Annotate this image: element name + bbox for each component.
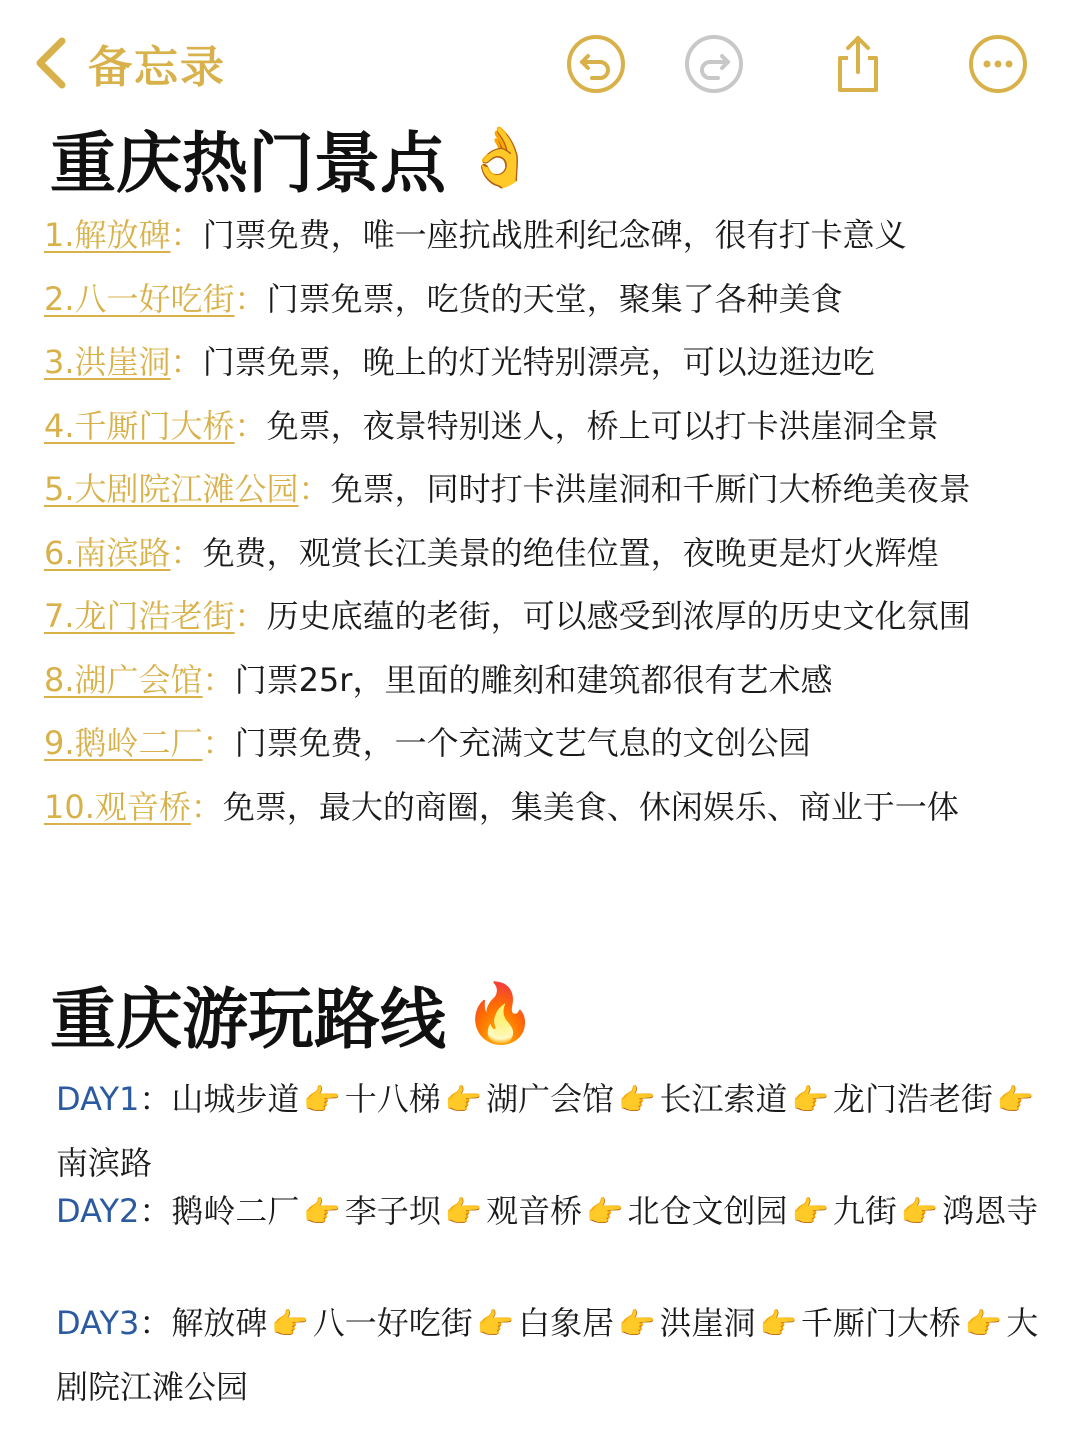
spot-description: 门票免票，晚上的灯光特别漂亮，可以边逛边吃 xyxy=(202,343,875,381)
spot-name-link[interactable]: 5.大剧院江滩公园 xyxy=(44,470,299,508)
route-stop: 千厮门大桥 xyxy=(800,1304,961,1342)
spot-name-link[interactable]: 8.湖广会馆 xyxy=(44,660,203,699)
ok-hand-icon: 👌 xyxy=(464,123,537,191)
attractions-title-text: 重庆热门景点 xyxy=(50,125,446,202)
route-stop: 九街 xyxy=(832,1192,897,1230)
redo-icon[interactable] xyxy=(682,32,746,96)
pointing-hand-icon: 👉 xyxy=(618,1307,656,1342)
list-item xyxy=(44,272,1054,336)
route-day xyxy=(56,1180,1046,1244)
spot-description: 门票免费，唯一座抗战胜利纪念碑，很有打卡意义 xyxy=(202,216,907,254)
routes-title-text: 重庆游玩路线 xyxy=(50,981,446,1058)
spot-name-link[interactable]: 3.洪崖洞 xyxy=(44,343,171,381)
route-stop: 长江索道 xyxy=(659,1080,788,1118)
share-icon[interactable] xyxy=(826,32,890,96)
chevron-left-icon xyxy=(30,33,70,93)
route-stop: 山城步道 xyxy=(171,1080,300,1118)
list-item xyxy=(44,208,1054,272)
pointing-hand-icon: 👉 xyxy=(303,1083,341,1118)
colon: ： xyxy=(234,597,267,635)
colon: ： xyxy=(170,533,203,572)
spot-name-link[interactable]: 2.八一好吃街 xyxy=(44,279,235,318)
pointing-hand-icon: 👉 xyxy=(791,1083,829,1118)
pointing-hand-icon: 👉 xyxy=(900,1195,939,1230)
attractions-list xyxy=(44,208,1054,843)
pointing-hand-icon: 👉 xyxy=(586,1195,624,1230)
top-toolbar xyxy=(0,0,1080,120)
spot-description: 免票，夜景特别迷人，桥上可以打卡洪崖洞全景 xyxy=(266,406,939,445)
route-stop: 八一好吃街 xyxy=(312,1304,473,1342)
pointing-hand-icon: 👉 xyxy=(444,1195,483,1230)
colon: ： xyxy=(139,1192,172,1230)
spot-description: 免票，同时打卡洪崖洞和千厮门大桥绝美夜景 xyxy=(330,470,971,508)
colon: ： xyxy=(234,279,267,318)
colon: ： xyxy=(202,660,235,699)
more-icon[interactable] xyxy=(966,32,1030,96)
fire-icon: 🔥 xyxy=(464,979,537,1047)
section-title-attractions xyxy=(50,110,536,205)
route-stop: 洪崖洞 xyxy=(659,1304,756,1342)
spot-description: 门票免票，吃货的天堂，聚集了各种美食 xyxy=(266,279,843,318)
spot-name-link[interactable]: 10.观音桥 xyxy=(44,787,191,826)
pointing-hand-icon: 👉 xyxy=(271,1307,309,1342)
list-item xyxy=(44,589,1054,653)
back-label: 备忘录 xyxy=(88,42,226,93)
spot-description: 历史底蕴的老街，可以感受到浓厚的历史文化氛围 xyxy=(266,597,971,635)
spot-description: 免票，最大的商圈，集美食、休闲娱乐、商业于一体 xyxy=(222,787,959,826)
colon: ： xyxy=(139,1304,172,1342)
pointing-hand-icon: 👉 xyxy=(759,1307,797,1342)
spot-name-link[interactable]: 1.解放碑 xyxy=(44,216,171,254)
spot-name-link[interactable]: 6.南滨路 xyxy=(44,533,171,572)
colon: ： xyxy=(170,343,203,381)
list-item xyxy=(44,653,1054,717)
spot-description: 门票免费，一个充满文艺气息的文创公园 xyxy=(234,724,811,762)
route-day xyxy=(56,1292,1046,1418)
spot-name-link[interactable]: 4.千厮门大桥 xyxy=(44,406,235,445)
colon: ： xyxy=(202,724,235,762)
list-item xyxy=(44,780,1054,844)
day-label: DAY2 xyxy=(56,1192,140,1230)
route-stop: 鹅岭二厂 xyxy=(171,1192,300,1230)
back-button[interactable] xyxy=(30,28,226,98)
route-day xyxy=(56,1068,1046,1194)
colon: ： xyxy=(298,470,331,508)
spot-name-link[interactable]: 7.龙门浩老街 xyxy=(44,597,235,635)
route-stop: 李子坝 xyxy=(344,1192,441,1230)
route-stop: 十八梯 xyxy=(344,1080,441,1118)
route-stop: 观音桥 xyxy=(486,1192,583,1230)
list-item xyxy=(44,462,1054,526)
route-stop: 鸿恩寺 xyxy=(942,1192,1039,1230)
route-stop: 北仓文创园 xyxy=(627,1192,788,1230)
route-stop: 龙门浩老街 xyxy=(832,1080,993,1118)
pointing-hand-icon: 👉 xyxy=(791,1195,829,1230)
list-item xyxy=(44,335,1054,399)
route-stop: 解放碑 xyxy=(171,1304,268,1342)
list-item xyxy=(44,526,1054,590)
colon: ： xyxy=(170,216,203,254)
day-label: DAY3 xyxy=(56,1304,140,1342)
pointing-hand-icon: 👉 xyxy=(444,1083,483,1118)
spot-description: 门票25r，里面的雕刻和建筑都很有艺术感 xyxy=(234,660,833,699)
route-stop: 大剧院江滩公园 xyxy=(56,1304,1039,1406)
pointing-hand-icon: 👉 xyxy=(303,1195,341,1230)
colon: ： xyxy=(139,1080,172,1118)
pointing-hand-icon: 👉 xyxy=(618,1083,656,1118)
pointing-hand-icon: 👉 xyxy=(996,1083,1035,1118)
route-stop: 南滨路 xyxy=(56,1144,153,1182)
colon: ： xyxy=(234,406,267,445)
day-label: DAY1 xyxy=(56,1080,140,1118)
colon: ： xyxy=(190,787,223,826)
list-item xyxy=(44,399,1054,463)
undo-icon[interactable] xyxy=(564,32,628,96)
route-stop: 湖广会馆 xyxy=(486,1080,615,1118)
spot-name-link[interactable]: 9.鹅岭二厂 xyxy=(44,724,203,762)
section-title-routes xyxy=(50,966,536,1061)
pointing-hand-icon: 👉 xyxy=(476,1307,515,1342)
pointing-hand-icon: 👉 xyxy=(964,1307,1003,1342)
spot-description: 免费，观赏长江美景的绝佳位置，夜晚更是灯火辉煌 xyxy=(202,533,939,572)
list-item xyxy=(44,716,1054,780)
route-stop: 白象居 xyxy=(518,1304,615,1342)
